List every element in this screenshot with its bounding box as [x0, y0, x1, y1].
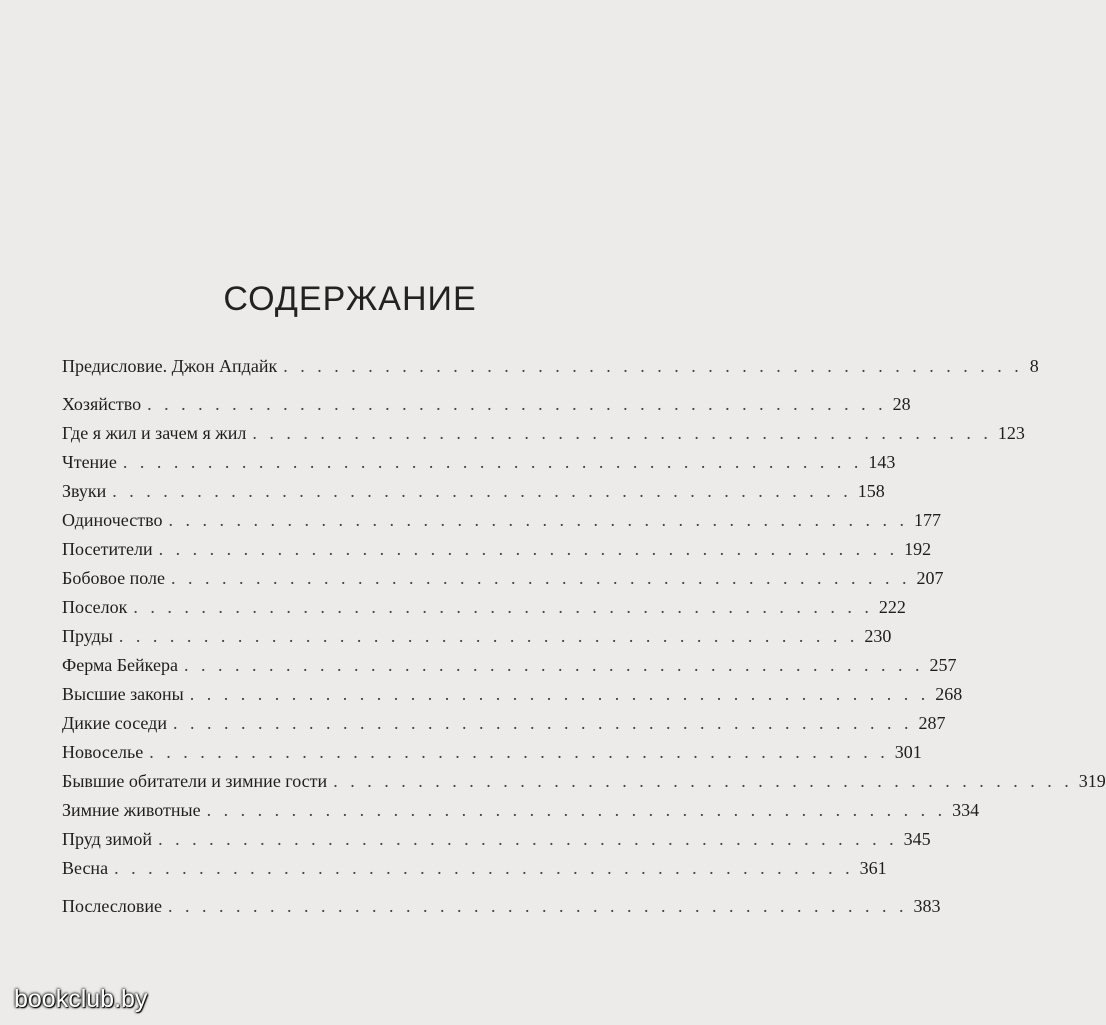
toc-label: Послесловие	[62, 896, 162, 916]
toc-label: Поселок	[62, 597, 128, 617]
toc-row	[62, 651, 957, 680]
toc-label: Звуки	[62, 481, 107, 501]
table-of-contents	[62, 352, 1106, 921]
toc-row	[62, 564, 944, 593]
toc-page-number: 361	[859, 858, 887, 878]
toc-row	[62, 892, 941, 921]
toc-label: Пруд зимой	[62, 829, 153, 849]
leader-dots: . . . . . . . . . . . . . . . . . . . . . . . . . . . . . . . . . . . . . . . . . . . .	[168, 510, 908, 530]
toc-page-number: 230	[864, 626, 892, 646]
leader-dots: . . . . . . . . . . . . . . . . . . . . . . . . . . . . . . . . . . . . . . . . . . . .	[189, 684, 930, 704]
leader-dots: . . . . . . . . . . . . . . . . . . . . . . . . . . . . . . . . . . . . . . . . . . . .	[147, 394, 887, 414]
toc-row	[62, 477, 885, 506]
toc-page-number: 8	[1029, 356, 1039, 376]
toc-label: Бывшие обитатели и зимние гости	[62, 771, 328, 791]
toc-label: Чтение	[62, 452, 117, 472]
page-title: СОДЕРЖАНИЕ	[223, 280, 477, 318]
leader-dots: . . . . . . . . . . . . . . . . . . . . . . . . . . . . . . . . . . . . . . . . . . . .	[149, 742, 889, 762]
toc-label: Новоселье	[62, 742, 144, 762]
toc-row	[62, 535, 932, 564]
toc-row	[62, 448, 896, 477]
toc-page-number: 123	[997, 423, 1025, 443]
toc-label: Дикие соседи	[62, 713, 167, 733]
leader-dots: . . . . . . . . . . . . . . . . . . . . . . . . . . . . . . . . . . . . . . . . . . . .	[133, 597, 873, 617]
leader-dots: . . . . . . . . . . . . . . . . . . . . . . . . . . . . . . . . . . . . . . . . . . . .	[172, 713, 913, 733]
toc-page-number: 222	[878, 597, 906, 617]
toc-page-number: 287	[918, 713, 946, 733]
leader-dots: . . . . . . . . . . . . . . . . . . . . . . . . . . . . . . . . . . . . . . . . . . . .	[183, 655, 924, 675]
toc-row	[62, 419, 1025, 448]
leader-dots: . . . . . . . . . . . . . . . . . . . . . . . . . . . . . . . . . . . . . . . . . . . .	[206, 800, 947, 820]
toc-label: Ферма Бейкера	[62, 655, 178, 675]
leader-dots: . . . . . . . . . . . . . . . . . . . . . . . . . . . . . . . . . . . . . . . . . . . .	[170, 568, 911, 588]
toc-row	[62, 854, 887, 883]
toc-row	[62, 767, 1106, 796]
leader-dots: . . . . . . . . . . . . . . . . . . . . . . . . . . . . . . . . . . . . . . . . . . . .	[158, 829, 898, 849]
toc-label: Бобовое поле	[62, 568, 165, 588]
toc-page-number: 158	[857, 481, 885, 501]
watermark-logo: bookclub.by	[14, 985, 148, 1013]
toc-page-number: 207	[916, 568, 944, 588]
toc-row	[62, 593, 906, 622]
leader-dots: . . . . . . . . . . . . . . . . . . . . . . . . . . . . . . . . . . . . . . . . . . . .	[333, 771, 1073, 791]
leader-dots: . . . . . . . . . . . . . . . . . . . . . . . . . . . . . . . . . . . . . . . . . . . .	[118, 626, 859, 646]
toc-page-number: 192	[904, 539, 932, 559]
toc-row	[62, 796, 980, 825]
toc-label: Предисловие. Джон Апдайк	[62, 356, 278, 376]
toc-page-number: 319	[1078, 771, 1106, 791]
toc-row	[62, 680, 963, 709]
toc-label: Зимние животные	[62, 800, 201, 820]
toc-page-number: 268	[935, 684, 963, 704]
toc-page-number: 177	[913, 510, 941, 530]
leader-dots: . . . . . . . . . . . . . . . . . . . . . . . . . . . . . . . . . . . . . . . . . . . .	[283, 356, 1023, 376]
toc-page-number: 345	[903, 829, 931, 849]
leader-dots: . . . . . . . . . . . . . . . . . . . . . . . . . . . . . . . . . . . . . . . . . . . .	[167, 896, 908, 916]
toc-label: Хозяйство	[62, 394, 142, 414]
toc-row	[62, 390, 911, 419]
leader-dots: . . . . . . . . . . . . . . . . . . . . . . . . . . . . . . . . . . . . . . . . . . . .	[122, 452, 863, 472]
leader-dots: . . . . . . . . . . . . . . . . . . . . . . . . . . . . . . . . . . . . . . . . . . . .	[112, 481, 852, 501]
leader-dots: . . . . . . . . . . . . . . . . . . . . . . . . . . . . . . . . . . . . . . . . . . . .	[252, 423, 992, 443]
toc-page-number: 334	[952, 800, 980, 820]
toc-label: Весна	[62, 858, 109, 878]
toc-row	[62, 352, 1039, 381]
toc-row	[62, 622, 892, 651]
toc-label: Посетители	[62, 539, 153, 559]
toc-label: Пруды	[62, 626, 113, 646]
toc-page-number: 28	[892, 394, 911, 414]
toc-row	[62, 738, 922, 767]
toc-row	[62, 709, 946, 738]
toc-page-number: 301	[894, 742, 922, 762]
toc-label: Где я жил и зачем я жил	[62, 423, 247, 443]
toc-page-number: 143	[868, 452, 896, 472]
toc-label: Высшие законы	[62, 684, 184, 704]
leader-dots: . . . . . . . . . . . . . . . . . . . . . . . . . . . . . . . . . . . . . . . . . . . .	[158, 539, 899, 559]
toc-row	[62, 825, 931, 854]
leader-dots: . . . . . . . . . . . . . . . . . . . . . . . . . . . . . . . . . . . . . . . . . . . .	[114, 858, 854, 878]
toc-page-number: 383	[913, 896, 941, 916]
toc-row	[62, 506, 941, 535]
toc-label: Одиночество	[62, 510, 163, 530]
toc-page-number: 257	[929, 655, 957, 675]
